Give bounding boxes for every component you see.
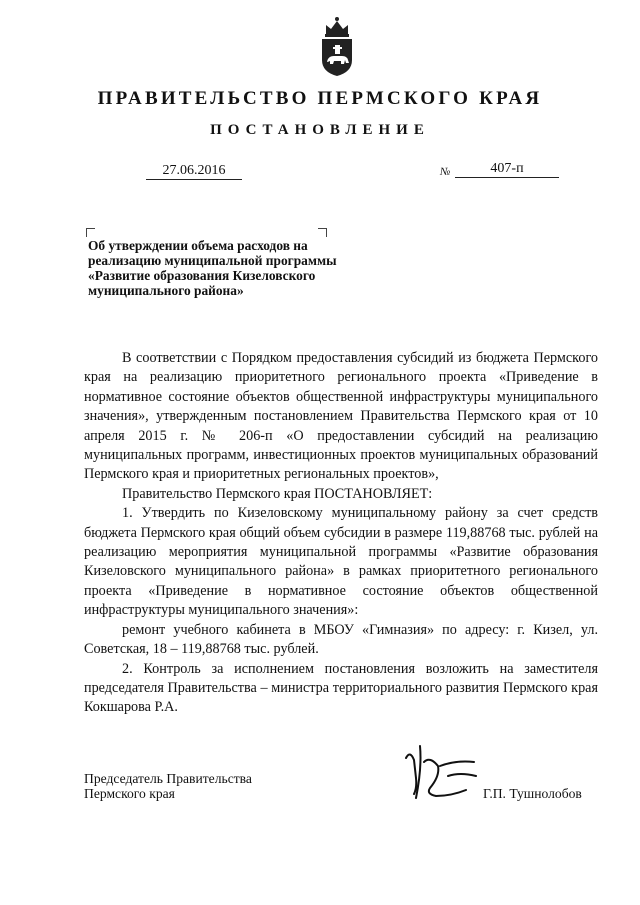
- handwritten-signature-icon: [396, 738, 488, 808]
- signatory-position-line: Пермского края: [84, 786, 175, 801]
- number-sign: №: [440, 166, 451, 178]
- body-paragraph: 1. Утвердить по Кизеловскому муниципальному району за счет средств бюджета Пермского края общий объем субсидии в размере 119,88768 тыс. рублей на реализацию мероприятия муниципальной программы «Развитие образования Кизеловского муниципального района» в рамках приоритетного регионального проекта «Приведение в нормативное состояние объектов общественной инфраструктуры муниципального значения»:: [84, 505, 598, 619]
- document-type: ПОСТАНОВЛЕНИЕ: [210, 122, 430, 138]
- signatory-name: Г.П. Тушнолобов: [483, 786, 582, 801]
- body-paragraph: Правительство Пермского края ПОСТАНОВЛЯЕТ:: [122, 485, 433, 502]
- document-body: [84, 349, 598, 718]
- subject-corner-left: [86, 228, 95, 237]
- document-subject: Об утверждении объема расходов на реализацию муниципальной программы «Развитие образования Кизеловского муниципального района»: [88, 238, 337, 298]
- subject-corner-right: [318, 228, 327, 237]
- signatory-position-line: Председатель Правительства: [84, 771, 252, 786]
- government-title: ПРАВИТЕЛЬСТВО ПЕРМСКОГО КРАЯ: [97, 88, 543, 109]
- signatory-position: [84, 771, 252, 801]
- body-paragraph: ремонт учебного кабинета в МБОУ «Гимназия» по адресу: г. Кизел, ул. Советская, 18 – 119,88768 тыс. рублей.: [84, 621, 598, 658]
- document-number: 407-п: [455, 161, 559, 178]
- coat-of-arms-icon: [318, 14, 356, 78]
- document-date: 27.06.2016: [146, 163, 242, 180]
- body-paragraph: 2. Контроль за исполнением постановления возложить на заместителя председателя Правительства – министра территориального развития Пермского края Кокшарова Р.А.: [84, 660, 598, 716]
- body-paragraph: В соответствии с Порядком предоставления субсидий из бюджета Пермского края на реализацию приоритетного регионального проекта «Приведение в нормативное состояние объектов общественной инфраструктуры муниципального значения», утвержденным постановлением Правительства Пермского края от 10 апреля 2015 г. № 206-п «О предоставлении субсидий на реализацию муниципальных программ, инвестиционных проектов муниципальных образований Пермского края и приоритетных региональных проектов»,: [84, 350, 598, 483]
